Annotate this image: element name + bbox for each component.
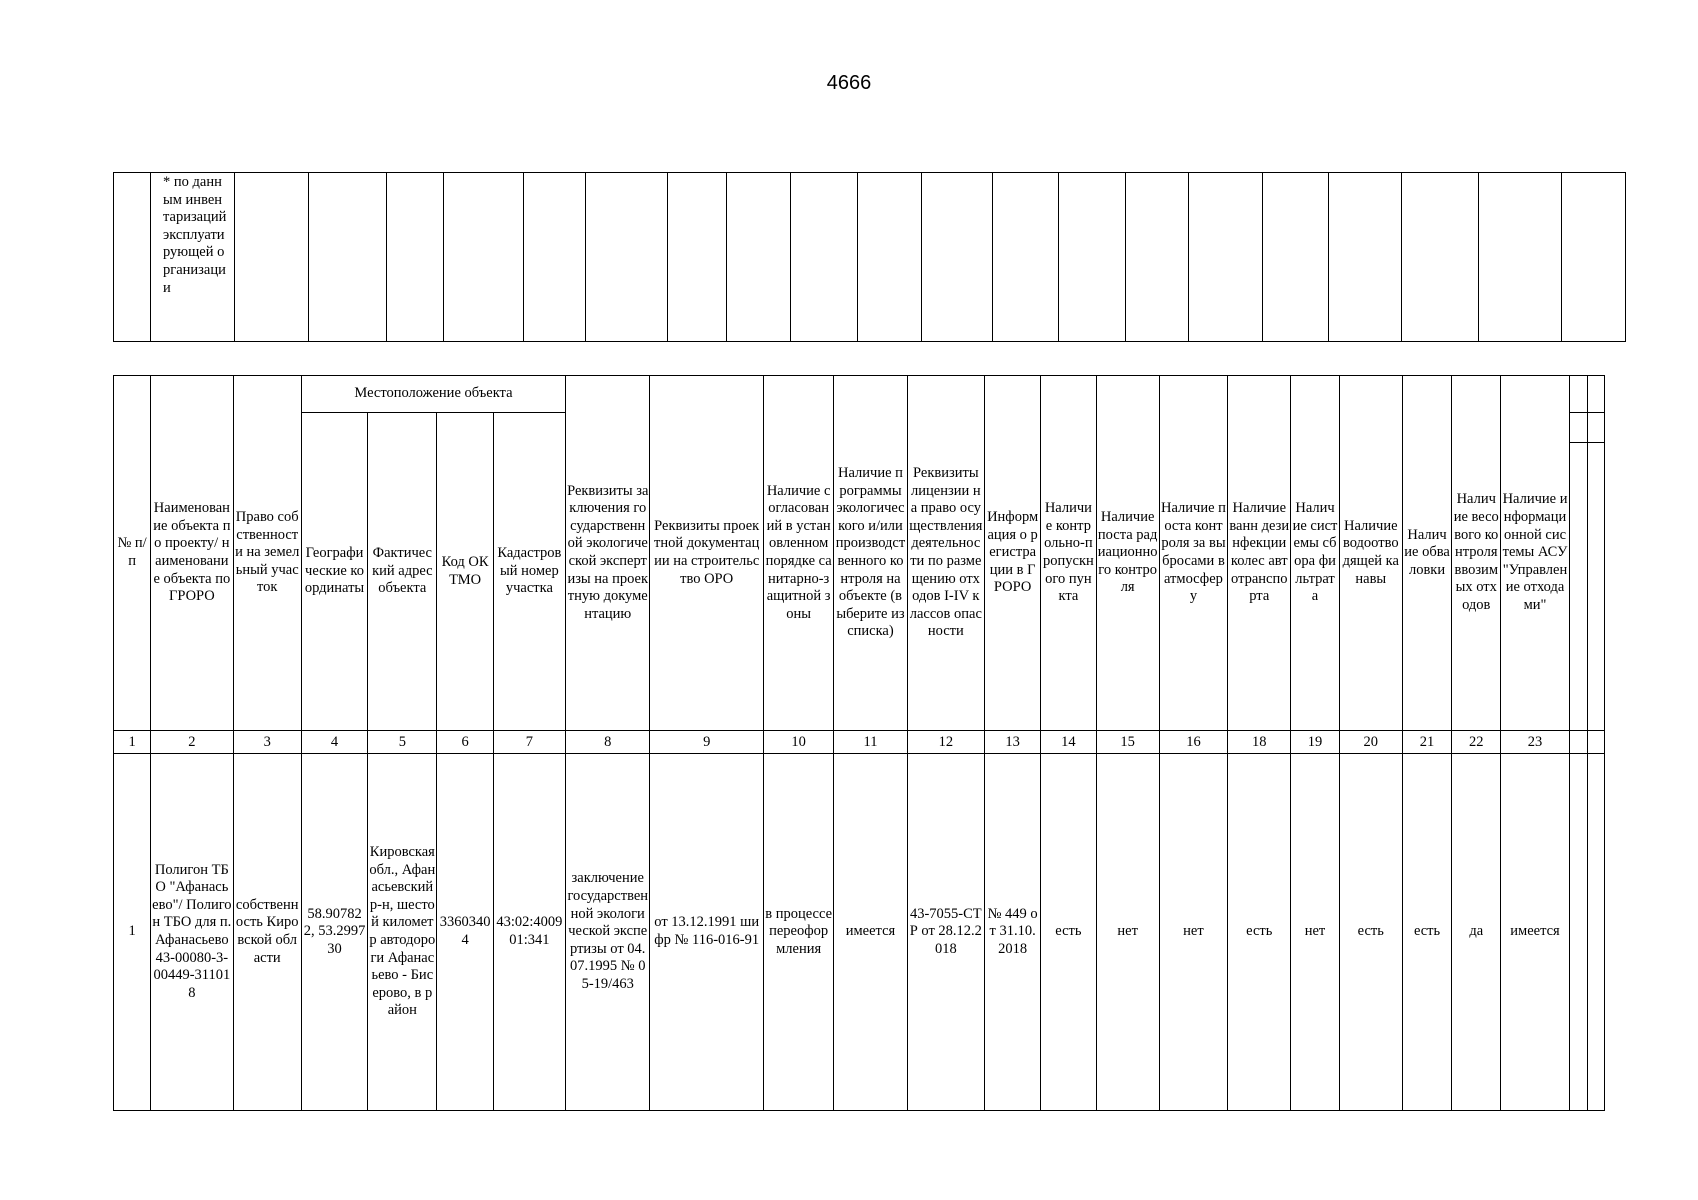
header-name: Наименование объекта по проекту/ наименование объекта по ГРОРО bbox=[151, 376, 233, 731]
column-number: 9 bbox=[650, 731, 764, 754]
header-address: Фактический адрес объекта bbox=[368, 413, 437, 731]
cell-name: Полигон ТБО "Афанасьево"/ Полигон ТБО для п. Афанасьево 43-00080-3-00449-311018 bbox=[151, 754, 233, 1111]
column-number: 14 bbox=[1041, 731, 1096, 754]
top-cell-empty bbox=[1562, 173, 1626, 342]
header-drainage: Наличие водоотводящей канавы bbox=[1339, 376, 1402, 731]
header-extra-cell bbox=[1569, 413, 1587, 443]
top-cell-empty bbox=[586, 173, 668, 342]
cell-address: Кировская обл., Афанасьевский р-н, шестой километр автодороги Афанасьево - Бисерово, в район bbox=[368, 754, 437, 1111]
column-number: 5 bbox=[368, 731, 437, 754]
cell-sanitary: в процессе переоформления bbox=[763, 754, 833, 1111]
header-n: № п/п bbox=[114, 376, 151, 731]
top-continuation-table bbox=[113, 172, 1626, 342]
cell-filtrate: нет bbox=[1291, 754, 1339, 1111]
inventory-footnote: * по данным инвентаризаций эксплуатирующей организации bbox=[151, 173, 235, 342]
column-number: 13 bbox=[985, 731, 1041, 754]
cell-project-docs: от 13.12.1991 шифр № 116-016-91 bbox=[650, 754, 764, 1111]
cell-drainage: есть bbox=[1339, 754, 1402, 1111]
top-cell-empty bbox=[387, 173, 444, 342]
top-cell-empty bbox=[727, 173, 791, 342]
top-cell-empty bbox=[922, 173, 993, 342]
column-number: 22 bbox=[1452, 731, 1501, 754]
header-embankment: Наличие обваловки bbox=[1402, 376, 1451, 731]
header-weight: Наличие весового контроля ввозимых отходов bbox=[1452, 376, 1501, 731]
cell-n: 1 bbox=[114, 754, 151, 1111]
header-location-group: Местоположение объекта bbox=[301, 376, 565, 413]
waste-facility-register-table bbox=[113, 375, 1605, 1111]
cell-eco-program: имеется bbox=[834, 754, 907, 1111]
cell-weight: да bbox=[1452, 754, 1501, 1111]
top-cell-empty bbox=[668, 173, 727, 342]
column-number: 1 bbox=[114, 731, 151, 754]
top-cell-empty bbox=[114, 173, 151, 342]
header-geo: Географические координаты bbox=[301, 413, 367, 731]
top-cell-empty bbox=[858, 173, 922, 342]
top-cell-empty bbox=[235, 173, 309, 342]
header-license: Реквизиты лицензии на право осуществления деятельности по размещению отходов I-IV классов опасности bbox=[907, 376, 984, 731]
cell-checkpoint: есть bbox=[1041, 754, 1096, 1111]
top-cell-empty bbox=[791, 173, 858, 342]
header-disinfection: Наличие ванн дезинфекции колес автотранспорта bbox=[1228, 376, 1291, 731]
header-emissions: Наличие поста контроля за выбросами в атмосферу bbox=[1159, 376, 1227, 731]
header-cadastral: Кадастровый номер участка bbox=[493, 413, 565, 731]
header-asu: Наличие информационной системы АСУ "Управление отходами" bbox=[1501, 376, 1569, 731]
column-number-empty bbox=[1569, 731, 1587, 754]
header-extra-cell bbox=[1587, 413, 1604, 443]
top-cell-empty bbox=[1126, 173, 1189, 342]
cell-empty bbox=[1587, 754, 1604, 1111]
header-groro: Информация о регистрации в ГРОРО bbox=[985, 376, 1041, 731]
column-number: 15 bbox=[1096, 731, 1159, 754]
cell-asu: имеется bbox=[1501, 754, 1569, 1111]
header-sanitary: Наличие согласований в установленном порядке санитарно-защитной зоны bbox=[763, 376, 833, 731]
column-number: 18 bbox=[1228, 731, 1291, 754]
header-extra-cell bbox=[1587, 443, 1604, 731]
cell-oktmo: 33603404 bbox=[437, 754, 493, 1111]
top-cell-empty bbox=[309, 173, 387, 342]
cell-groro: № 449 от 31.10.2018 bbox=[985, 754, 1041, 1111]
header-checkpoint: Наличие контрольно-пропускного пункта bbox=[1041, 376, 1096, 731]
column-number: 8 bbox=[566, 731, 650, 754]
cell-embankment: есть bbox=[1402, 754, 1451, 1111]
cell-radiation: нет bbox=[1096, 754, 1159, 1111]
cell-empty bbox=[1569, 754, 1587, 1111]
header-project-docs: Реквизиты проектной документации на строительство ОРО bbox=[650, 376, 764, 731]
top-cell-empty bbox=[1329, 173, 1402, 342]
cell-expertise: заключение государственной экологической экспертизы от 04.07.1995 № 05-19/463 bbox=[566, 754, 650, 1111]
column-number: 3 bbox=[233, 731, 301, 754]
table-row bbox=[114, 754, 1605, 1111]
page-number: 4666 bbox=[826, 72, 872, 94]
column-number: 21 bbox=[1402, 731, 1451, 754]
top-cell-empty bbox=[1402, 173, 1479, 342]
header-land-right: Право собственности на земельный участок bbox=[233, 376, 301, 731]
cell-land-right: собственность Кировской области bbox=[233, 754, 301, 1111]
top-cell-empty bbox=[524, 173, 586, 342]
column-number: 2 bbox=[151, 731, 233, 754]
header-extra-cell bbox=[1569, 376, 1587, 413]
top-cell-empty bbox=[444, 173, 524, 342]
header-eco-program: Наличие программы экологического и/или производственного контроля на объекте (выберите из списка) bbox=[834, 376, 907, 731]
column-number: 19 bbox=[1291, 731, 1339, 754]
column-number: 16 bbox=[1159, 731, 1227, 754]
cell-emissions: нет bbox=[1159, 754, 1227, 1111]
header-extra-cell bbox=[1587, 376, 1604, 413]
top-cell-empty bbox=[993, 173, 1059, 342]
header-filtrate: Наличие системы сбора фильтрата bbox=[1291, 376, 1339, 731]
column-number: 7 bbox=[493, 731, 565, 754]
header-oktmo: Код ОКТМО bbox=[437, 413, 493, 731]
top-cell-empty bbox=[1059, 173, 1126, 342]
top-cell-empty bbox=[1263, 173, 1329, 342]
column-number: 20 bbox=[1339, 731, 1402, 754]
column-number: 11 bbox=[834, 731, 907, 754]
cell-cadastral: 43:02:400901:341 bbox=[493, 754, 565, 1111]
cell-license: 43-7055-СТР от 28.12.2018 bbox=[907, 754, 984, 1111]
column-number: 23 bbox=[1501, 731, 1569, 754]
column-number: 6 bbox=[437, 731, 493, 754]
cell-disinfection: есть bbox=[1228, 754, 1291, 1111]
column-number: 4 bbox=[301, 731, 367, 754]
header-radiation: Наличие поста радиационного контроля bbox=[1096, 376, 1159, 731]
column-number-empty bbox=[1587, 731, 1604, 754]
header-expertise: Реквизиты заключения государственной экологической экспертизы на проектную документацию bbox=[566, 376, 650, 731]
column-number: 12 bbox=[907, 731, 984, 754]
header-extra-cell bbox=[1569, 443, 1587, 731]
top-cell-empty bbox=[1189, 173, 1263, 342]
top-cell-empty bbox=[1479, 173, 1562, 342]
cell-geo: 58.907822, 53.299730 bbox=[301, 754, 367, 1111]
column-number: 10 bbox=[763, 731, 833, 754]
